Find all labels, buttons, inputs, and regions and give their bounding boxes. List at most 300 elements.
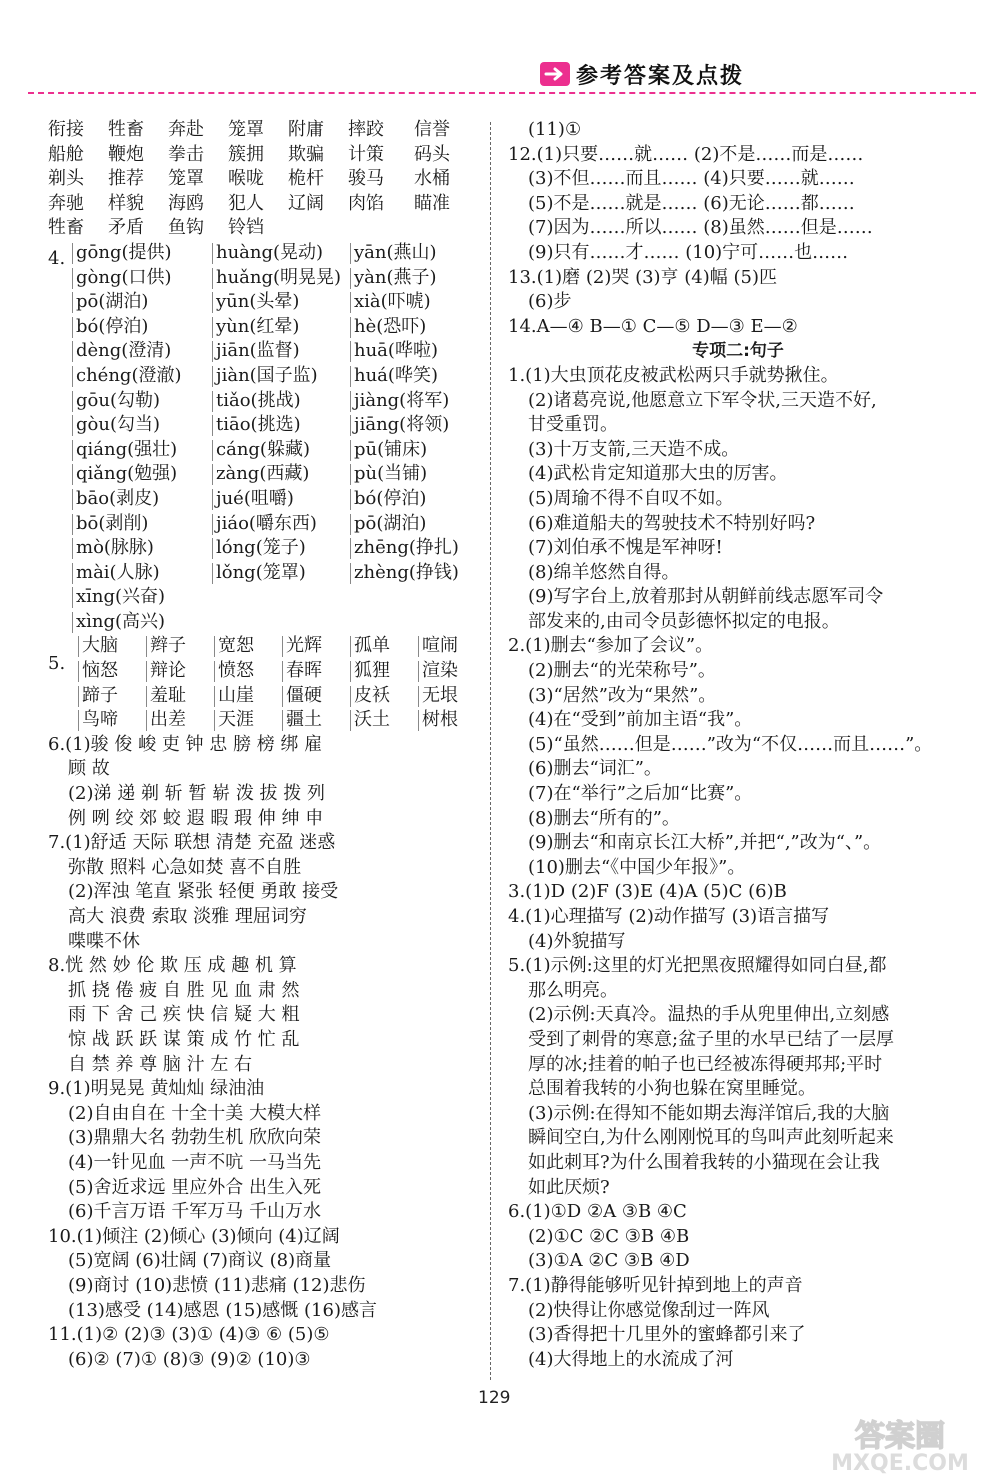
pinyin-entry: pù(当铺): [354, 463, 428, 485]
bracket-mark: [350, 366, 351, 387]
pinyin-row: [48, 339, 480, 364]
q10-block: [48, 1225, 480, 1323]
text-line: 自 禁 养 尊 脑 汁 左 右: [68, 1053, 253, 1075]
words-grid: [48, 118, 480, 241]
bracket-mark: [146, 636, 147, 657]
watermark-line1: 答案圈: [855, 1419, 945, 1454]
bracket-mark: [214, 661, 215, 682]
text-line: (3)鼎鼎大名 勃勃生机 欣欣向荣: [68, 1127, 321, 1149]
text-line: (3)①A ②C ③B ④D: [528, 1250, 690, 1272]
word: 衔接: [48, 119, 84, 140]
s6-block: [508, 1200, 968, 1274]
q5-word: 羞耻: [150, 684, 186, 706]
pinyin-entry: huá(哗笑): [354, 364, 438, 386]
section-title: 专项二:句子: [692, 341, 784, 362]
text-line: (9)删去“和南京长江大桥”,并把“,”改为“、”。: [528, 832, 882, 854]
word: 剃头: [48, 168, 84, 190]
text-line: (7)因为……所以…… (8)虽然……但是……: [528, 217, 873, 239]
bracket-mark: [282, 710, 283, 731]
text-line: 顾 故: [68, 758, 110, 780]
q7-block: [48, 831, 480, 954]
pinyin-row: [48, 315, 480, 340]
pinyin-entry: mò(脉脉): [76, 537, 154, 559]
pinyin-entry: tiāo(挑选): [216, 414, 301, 436]
text-line: (3)十万支箭,三天造不成。: [528, 438, 740, 460]
text-line: 7.(1)静得能够听见针掉到地上的声音: [508, 1274, 803, 1296]
word: 拳击: [168, 143, 204, 165]
text-line: (9)商讨 (10)悲愤 (11)悲痛 (12)悲伤: [68, 1274, 366, 1296]
q5-word: 愤怒: [218, 660, 254, 682]
word-row: [48, 216, 480, 241]
bracket-mark: [418, 686, 419, 707]
q5-word: 树根: [422, 709, 458, 731]
bracket-mark: [212, 514, 213, 535]
left-column: [48, 118, 480, 1372]
q5-word: 恼怒: [82, 660, 118, 682]
q5-word: 渲染: [422, 660, 458, 682]
bracket-mark: [72, 317, 73, 338]
bracket-mark: [350, 710, 351, 731]
text-line: 9.(1)明晃晃 黄灿灿 绿油油: [48, 1078, 265, 1100]
bracket-mark: [212, 415, 213, 436]
pinyin-entry: cáng(躲藏): [216, 438, 310, 460]
pinyin-row: [48, 266, 480, 291]
q5-word: 孤单: [354, 635, 390, 657]
text-line: (2)示例:天真冷。温热的手从兜里伸出,立刻感: [528, 1004, 890, 1026]
q5-word: 皮袄: [354, 684, 390, 706]
question-label: 5.: [48, 653, 66, 675]
q5-word: 大脑: [82, 635, 118, 657]
bracket-mark: [72, 292, 73, 313]
text-line: (9)写字台上,放着那封从朝鲜前线志愿军司令: [528, 586, 884, 608]
pinyin-entry: bāo(剥皮): [76, 487, 160, 509]
pinyin-entry: huàng(晃动): [216, 241, 324, 263]
bracket-mark: [212, 341, 213, 362]
q5-word: 狐狸: [354, 660, 390, 682]
question-label: 4.: [48, 247, 66, 269]
text-line: (2)删去“的光荣称号”。: [528, 660, 716, 682]
pinyin-entry: bō(剥削): [76, 512, 149, 534]
text-line: 7.(1)舒适 天际 联想 清楚 充盈 迷惑: [48, 832, 336, 854]
q12-block: [508, 143, 968, 266]
q5-word: 喧闹: [422, 635, 458, 657]
pinyin-row: [48, 290, 480, 315]
word: 信誉: [414, 119, 450, 140]
word: 海鸥: [168, 192, 204, 214]
pinyin-entry: yān(燕山): [354, 241, 437, 263]
pinyin-entry: qiǎng(勉强): [76, 463, 178, 485]
text-line: (6)难道船夫的驾驶技术不特别好吗?: [528, 512, 816, 534]
bracket-mark: [72, 464, 73, 485]
bracket-mark: [212, 268, 213, 289]
bracket-mark: [146, 661, 147, 682]
pinyin-row: [48, 462, 480, 487]
s7-block: [508, 1274, 968, 1372]
column-divider: [490, 122, 491, 1380]
word: 瞄准: [414, 192, 450, 214]
bracket-mark: [72, 612, 73, 633]
bracket-mark: [418, 636, 419, 657]
bracket-mark: [72, 489, 73, 510]
text-line: 4.(1)心理描写 (2)动作描写 (3)语言描写: [508, 906, 830, 927]
bracket-mark: [212, 366, 213, 387]
text-line: (4)大得地上的水流成了河: [528, 1348, 734, 1370]
text-line: (2)①C ②C ③B ④B: [528, 1225, 690, 1247]
text-line: 受到了刺骨的寒意;盆子里的水早已结了一层厚: [528, 1028, 895, 1050]
bracket-mark: [212, 292, 213, 313]
pinyin-row: [48, 512, 480, 537]
bracket-mark: [72, 341, 73, 362]
text-line: 8.恍 然 妙 伦 欺 压 成 趣 机 算: [48, 955, 297, 977]
text-line: 甘受重罚。: [528, 414, 618, 436]
bracket-mark: [78, 661, 79, 682]
bracket-mark: [78, 686, 79, 707]
pinyin-row: [48, 413, 480, 438]
pinyin-entry: xīng(兴奋): [76, 586, 166, 608]
bracket-mark: [350, 440, 351, 461]
q5-word: 鸟啼: [82, 709, 118, 731]
bracket-mark: [212, 391, 213, 412]
bracket-mark: [72, 563, 73, 584]
q5-word: 辩论: [150, 660, 186, 682]
word: 计策: [348, 143, 384, 165]
s2-block: [508, 634, 968, 880]
text-line: 5.(1)示例:这里的灯光把黑夜照耀得如同白昼,都: [508, 955, 887, 977]
bracket-mark: [350, 243, 351, 264]
text-line: (6)步: [528, 291, 572, 313]
pinyin-entry: gòu(勾当): [76, 414, 160, 436]
pinyin-entry: zàng(西藏): [216, 463, 310, 485]
bracket-mark: [72, 538, 73, 559]
bracket-mark: [212, 243, 213, 264]
right-column: [508, 118, 968, 1372]
pinyin-entry: pō(湖泊): [354, 512, 427, 534]
q5-word: 山崖: [218, 684, 254, 706]
word: 附庸: [288, 119, 324, 140]
text-line: 12.(1)只要……就…… (2)不是……而是……: [508, 143, 864, 165]
text-line: 雨 下 舍 己 疾 快 信 疑 大 粗: [68, 1004, 300, 1026]
pinyin-entry: qiáng(强壮): [76, 438, 178, 460]
pinyin-entry: jué(咀嚼): [216, 487, 294, 509]
word: 桅杆: [288, 168, 324, 190]
text-line: 那么明亮。: [528, 979, 618, 1001]
bracket-mark: [214, 686, 215, 707]
bracket-mark: [350, 563, 351, 584]
bracket-mark: [350, 464, 351, 485]
pinyin-row: [48, 536, 480, 561]
text-line: 如此刺耳?为什么围着我转的小猫现在会让我: [528, 1151, 880, 1173]
q5-word: 疆土: [286, 709, 322, 731]
text-line: 喋喋不休: [68, 930, 140, 952]
page-number: 129: [478, 1388, 511, 1408]
text-line: (9)只有……才…… (10)宁可……也……: [528, 241, 849, 263]
pinyin-entry: tiǎo(挑战): [216, 389, 301, 411]
text-line: (6)千言万语 千军万马 千山万水: [68, 1201, 321, 1223]
pinyin-entry: xià(吓唬): [354, 291, 431, 313]
pinyin-entry: yàn(燕子): [354, 266, 437, 288]
pinyin-entry: lóng(笼子): [216, 537, 306, 559]
text-line: 弥散 照料 心急如焚 喜不自胜: [68, 856, 302, 878]
s4-block: [508, 905, 968, 954]
bracket-mark: [72, 243, 73, 264]
s3-line: 3.(1)D (2)F (3)E (4)A (5)C (6)B: [508, 881, 787, 903]
bracket-mark: [350, 341, 351, 362]
pinyin-entry: xìng(高兴): [76, 610, 166, 632]
bracket-mark: [72, 366, 73, 387]
pinyin-row: [48, 364, 480, 389]
bracket-mark: [350, 661, 351, 682]
word: 犯人: [228, 192, 264, 214]
word-row: [48, 118, 480, 143]
pinyin-block: [48, 241, 480, 635]
bracket-mark: [212, 440, 213, 461]
pinyin-entry: jiàng(将军): [354, 389, 450, 411]
arrow-icon: [540, 62, 570, 86]
word: 鞭炮: [108, 143, 144, 165]
word-row: [48, 167, 480, 192]
q5-word: 僵硬: [286, 684, 322, 706]
q5-row: [48, 684, 480, 709]
pinyin-row: [48, 610, 480, 635]
text-line: 13.(1)磨 (2)哭 (3)亨 (4)幅 (5)匹: [508, 266, 777, 288]
q5-word: 出差: [150, 709, 186, 731]
bracket-mark: [72, 587, 73, 608]
text-line: (4)在“受到”前加主语“我”。: [528, 709, 753, 731]
text-line: (4)武松肯定知道那大虫的厉害。: [528, 463, 788, 485]
word: 样貌: [108, 192, 144, 214]
text-line: (8)删去“所有的”。: [528, 807, 680, 829]
pinyin-entry: pō(湖泊): [76, 291, 149, 313]
word: 牲畜: [48, 217, 84, 239]
q5-row: [48, 659, 480, 684]
pinyin-row: [48, 389, 480, 414]
text-line: 瞬间空白,为什么刚刚悦耳的鸟叫声此刻听起来: [528, 1127, 894, 1149]
watermark-line2: MXQE.COM: [831, 1451, 969, 1474]
word: 码头: [414, 143, 450, 165]
pinyin-entry: bó(停泊): [76, 315, 149, 337]
word: 鱼钩: [168, 217, 204, 239]
bracket-mark: [214, 636, 215, 657]
pinyin-row: [48, 585, 480, 610]
text-line: (4)外貌描写: [528, 930, 626, 952]
word: 奔赴: [168, 119, 204, 140]
pinyin-row: [48, 561, 480, 586]
word: 笼罩: [168, 168, 204, 190]
r-top-block: [508, 118, 968, 143]
text-line: (5)周瑜不得不自叹不如。: [528, 487, 734, 509]
bracket-mark: [146, 710, 147, 731]
word: 摔跤: [348, 119, 384, 140]
bracket-mark: [350, 292, 351, 313]
word: 推荐: [108, 168, 144, 190]
text-line: (3)“居然”改为“果然”。: [528, 684, 717, 706]
q5-word: 光辉: [286, 635, 322, 657]
text-line: 部发来的,由司令员彭德怀拟定的电报。: [528, 610, 840, 632]
pinyin-entry: chéng(澄澈): [76, 364, 182, 386]
bracket-mark: [72, 391, 73, 412]
text-line: (5)“虽然……但是……”改为“不仅……而且……”。: [528, 733, 933, 755]
s1-block: [508, 364, 968, 635]
text-line: (8)绵羊悠然自得。: [528, 561, 680, 583]
bracket-mark: [72, 415, 73, 436]
bracket-mark: [212, 489, 213, 510]
text-line: (5)宽阔 (6)壮阔 (7)商议 (8)商量: [68, 1250, 332, 1272]
q14-line: 14.A—④ B—① C—⑤ D—③ E—②: [508, 315, 798, 337]
pinyin-entry: huǎng(明晃晃): [216, 266, 342, 288]
bracket-mark: [214, 710, 215, 731]
q5-word: 蹄子: [82, 684, 118, 706]
word: 喉咙: [228, 168, 264, 190]
q5-word: 沃土: [354, 709, 390, 731]
page-header: [540, 58, 840, 90]
text-line: 6.(1)骏 俊 峻 吏 钟 忠 膀 榜 绑 雇: [48, 733, 323, 755]
pinyin-entry: jiān(监督): [216, 340, 300, 362]
text-line: 例 咧 绞 郊 蛟 遐 暇 瑕 伸 绅 申: [68, 807, 324, 829]
word: 簇拥: [228, 143, 264, 165]
q5-word: 无垠: [422, 684, 458, 706]
pinyin-entry: jiāng(将领): [354, 414, 450, 436]
pinyin-entry: gòng(口供): [76, 266, 172, 288]
word: 笼罩: [228, 119, 264, 140]
pinyin-entry: mài(人脉): [76, 561, 160, 583]
pinyin-entry: bó(停泊): [354, 487, 427, 509]
pinyin-entry: pū(铺床): [354, 438, 428, 460]
word: 奔驰: [48, 192, 84, 214]
text-line: (4)一针见血 一声不吭 一马当先: [68, 1151, 321, 1173]
text-line: 高大 浪费 索取 淡雅 理屈词穷: [68, 906, 307, 927]
pinyin-row: [48, 438, 480, 463]
text-line: 1.(1)大虫顶花皮被武松两只手就势揪住。: [508, 364, 839, 386]
pinyin-entry: yùn(红晕): [216, 315, 300, 337]
bracket-mark: [350, 268, 351, 289]
bracket-mark: [72, 440, 73, 461]
q11-block: [48, 1323, 480, 1372]
pinyin-entry: zhèng(挣钱): [354, 561, 459, 583]
pinyin-row: [48, 487, 480, 512]
bracket-mark: [350, 391, 351, 412]
text-line: 抓 挠 倦 疲 自 胜 见 血 肃 然: [68, 979, 300, 1001]
text-line: 总围着我转的小狗也躲在窝里睡觉。: [528, 1078, 816, 1100]
text-line: (2)自由自在 十全十美 大模大样: [68, 1102, 321, 1124]
word: 牲畜: [108, 119, 144, 140]
text-line: (13)感受 (14)感恩 (15)感慨 (16)感言: [68, 1299, 377, 1321]
pinyin-entry: lǒng(笼罩): [216, 561, 306, 583]
q8-block: [48, 954, 480, 1077]
word: 欺骗: [288, 143, 324, 165]
bracket-mark: [78, 636, 79, 657]
pinyin-row: [48, 241, 480, 266]
pinyin-entry: gōu(勾勒): [76, 389, 160, 411]
header-divider: [28, 92, 976, 94]
pinyin-entry: zhēng(挣扎): [354, 537, 459, 559]
word: 船舱: [48, 143, 84, 165]
text-line: (6)删去“词汇”。: [528, 758, 662, 780]
text-line: (5)舍近求远 里应外合 出生入死: [68, 1176, 321, 1198]
pinyin-entry: hè(恐吓): [354, 315, 427, 337]
text-line: (11)①: [528, 119, 582, 140]
pinyin-entry: gōng(提供): [76, 241, 172, 263]
word: 骏马: [348, 168, 384, 190]
text-line: 11.(1)② (2)③ (3)① (4)③ ⑥ (5)⑤: [48, 1324, 330, 1346]
text-line: 惊 战 跃 跃 谋 策 成 竹 忙 乱: [68, 1028, 300, 1050]
text-line: (3)示例:在得知不能如期去海洋馆后,我的大脑: [528, 1102, 890, 1124]
text-line: (7)刘伯承不愧是军神呀!: [528, 537, 723, 559]
word-row: [48, 192, 480, 217]
bracket-mark: [72, 268, 73, 289]
word-row: [48, 143, 480, 168]
bracket-mark: [212, 563, 213, 584]
bracket-mark: [350, 415, 351, 436]
bracket-mark: [350, 538, 351, 559]
bracket-mark: [282, 636, 283, 657]
word: 铃铛: [228, 217, 264, 239]
text-line: (3)不但……而且…… (4)只要……就……: [528, 168, 855, 190]
watermark-logo: [800, 1416, 1000, 1474]
text-line: 6.(1)①D ②A ③B ④C: [508, 1201, 687, 1223]
q5-block: [48, 634, 480, 732]
bracket-mark: [418, 710, 419, 731]
word: 肉馅: [348, 192, 384, 214]
text-line: 如此厌烦?: [528, 1176, 610, 1198]
bracket-mark: [146, 686, 147, 707]
text-line: (10)删去“《中国少年报》”。: [528, 856, 746, 878]
pinyin-entry: yūn(头晕): [216, 291, 300, 313]
q5-row: [48, 708, 480, 733]
s5-block: [508, 954, 968, 1200]
bracket-mark: [282, 686, 283, 707]
q5-word: 天涯: [218, 709, 254, 731]
bracket-mark: [282, 661, 283, 682]
pinyin-entry: jiáo(嚼东西): [216, 512, 317, 534]
bracket-mark: [350, 317, 351, 338]
text-line: 2.(1)删去“参加了会议”。: [508, 635, 714, 657]
text-line: (3)香得把十几里外的蜜蜂都引来了: [528, 1324, 806, 1346]
bracket-mark: [350, 686, 351, 707]
word: 矛盾: [108, 217, 144, 239]
text-line: (2)诸葛亮说,他愿意立下军令状,三天造不好,: [528, 389, 877, 411]
text-line: (5)不是……就是…… (6)无论……都……: [528, 192, 855, 214]
text-line: (6)② (7)① (8)③ (9)② (10)③: [68, 1348, 311, 1370]
bracket-mark: [212, 464, 213, 485]
text-line: 10.(1)倾注 (2)倾心 (3)倾向 (4)辽阔: [48, 1225, 340, 1247]
q5-word: 宽恕: [218, 635, 254, 657]
header-title: 参考答案及点拨: [576, 63, 745, 89]
bracket-mark: [350, 636, 351, 657]
text-line: 厚的冰;挂着的帕子也已经被冻得硬邦邦;平时: [528, 1053, 883, 1075]
q5-word: 春晖: [286, 660, 322, 682]
q13-block: [508, 266, 968, 315]
word: 辽阔: [288, 192, 324, 214]
q6-block: [48, 733, 480, 831]
pinyin-entry: jiàn(国子监): [216, 364, 318, 386]
bracket-mark: [418, 661, 419, 682]
word: 水桶: [414, 168, 450, 190]
pinyin-entry: huā(哗啦): [354, 340, 438, 362]
text-line: (2)涕 递 剃 斩 暂 崭 泼 拔 拨 列: [68, 783, 325, 805]
q9-block: [48, 1077, 480, 1225]
bracket-mark: [72, 514, 73, 535]
bracket-mark: [350, 514, 351, 535]
text-line: (2)快得让你感觉像刮过一阵风: [528, 1299, 770, 1321]
text-line: (7)在“举行”之后加“比赛”。: [528, 783, 753, 805]
text-line: (2)浑浊 笔直 紧张 轻便 勇敢 接受: [68, 881, 339, 903]
bracket-mark: [350, 489, 351, 510]
pinyin-entry: dèng(澄清): [76, 340, 172, 362]
bracket-mark: [212, 317, 213, 338]
bracket-mark: [78, 710, 79, 731]
q5-word: 辫子: [150, 635, 186, 657]
bracket-mark: [212, 538, 213, 559]
